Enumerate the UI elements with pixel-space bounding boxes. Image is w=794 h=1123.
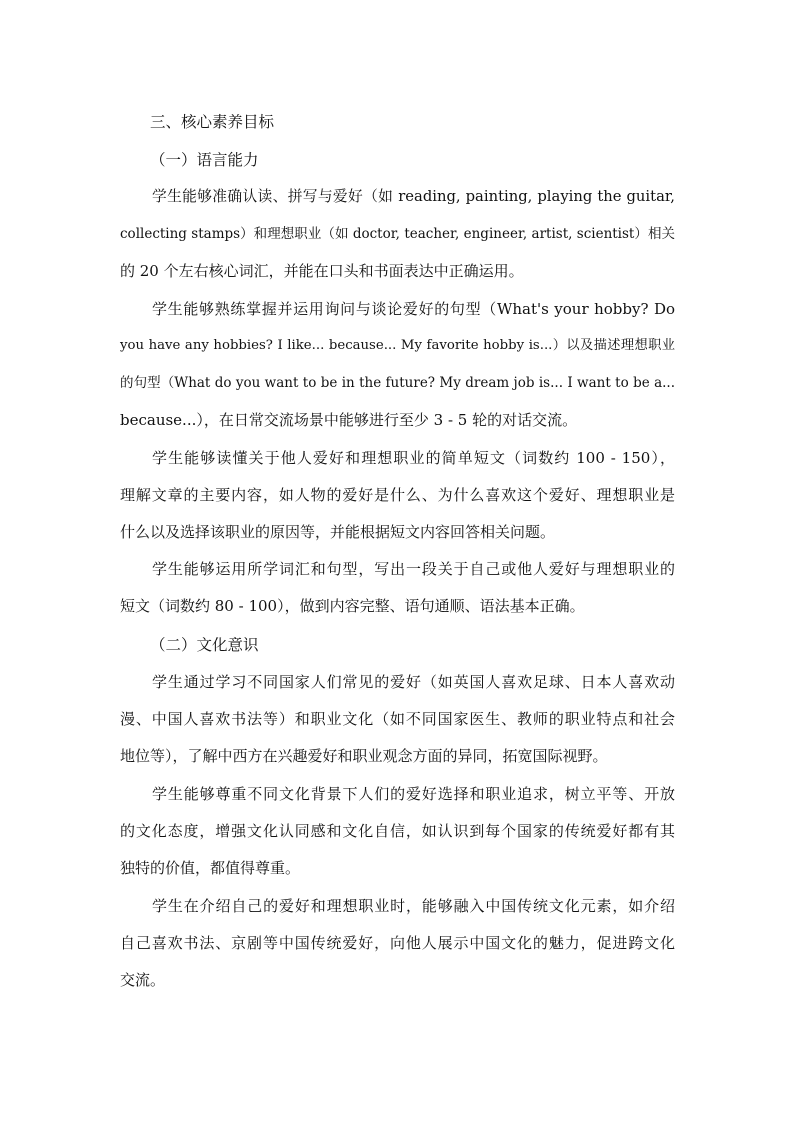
paragraph-line: 地位等），了解中西方在兴趣爱好和职业观念方面的异同，拓宽国际视野。 <box>120 747 608 765</box>
paragraph-line: 自己喜欢书法、京剧等中国传统爱好，向他人展示中国文化的魅力，促进跨文化 <box>120 934 675 952</box>
paragraph-line: 学生能够读懂关于他人爱好和理想职业的简单短文（词数约 100 - 150）， <box>152 449 675 467</box>
paragraph-line: 什么以及选择该职业的原因等，并能根据短文内容回答相关问题。 <box>120 523 556 541</box>
subsection-title-language: （一）语言能力 <box>150 151 259 169</box>
paragraph-line: 的 20 个左右核心词汇，并能在口头和书面表达中正确运用。 <box>120 262 524 280</box>
paragraph-line: collecting stamps）和理想职业（如 doctor, teacher, engineer, artist, scientist）相关 <box>120 226 675 242</box>
paragraph-line: because...），在日常交流场景中能够进行至少 3 - 5 轮的对话交流。 <box>120 411 578 429</box>
paragraph-line: 学生能够熟练掌握并运用询问与谈论爱好的句型（What's your hobby? Do <box>152 300 675 318</box>
section-title: 三、核心素养目标 <box>150 113 275 131</box>
paragraph-line: 学生在介绍自己的爱好和理想职业时，能够融入中国传统文化元素，如介绍 <box>152 897 675 915</box>
paragraph-line: 学生能够运用所学词汇和句型，写出一段关于自己或他人爱好与理想职业的 <box>152 560 675 578</box>
paragraph-line: 独特的价值，都值得尊重。 <box>120 859 301 877</box>
paragraph-line: 理解文章的主要内容，如人物的爱好是什么、为什么喜欢这个爱好、理想职业是 <box>120 486 675 504</box>
paragraph-line: 学生能够尊重不同文化背景下人们的爱好选择和职业追求，树立平等、开放 <box>152 785 675 803</box>
paragraph-line: 学生能够准确认读、拼写与爱好（如 reading, painting, playing the guitar, <box>152 188 675 205</box>
paragraph-line: 漫、中国人喜欢书法等）和职业文化（如不同国家医生、教师的职业特点和社会 <box>120 710 675 728</box>
paragraph-line: 学生通过学习不同国家人们常见的爱好（如英国人喜欢足球、日本人喜欢动 <box>152 673 675 691</box>
paragraph-line: 的文化态度，增强文化认同感和文化自信，如认识到每个国家的传统爱好都有其 <box>120 822 675 840</box>
paragraph-line: you have any hobbies? I like... because... My favorite hobby is...）以及描述理想职业 <box>120 338 675 353</box>
paragraph-line: 的句型（What do you want to be in the future? My dream job is... I want to be a... <box>120 375 675 391</box>
paragraph-line: 短文（词数约 80 - 100），做到内容完整、语句通顺、语法基本正确。 <box>120 597 585 615</box>
subsection-title-culture: （二）文化意识 <box>150 636 259 654</box>
paragraph-line: 交流。 <box>120 971 166 989</box>
